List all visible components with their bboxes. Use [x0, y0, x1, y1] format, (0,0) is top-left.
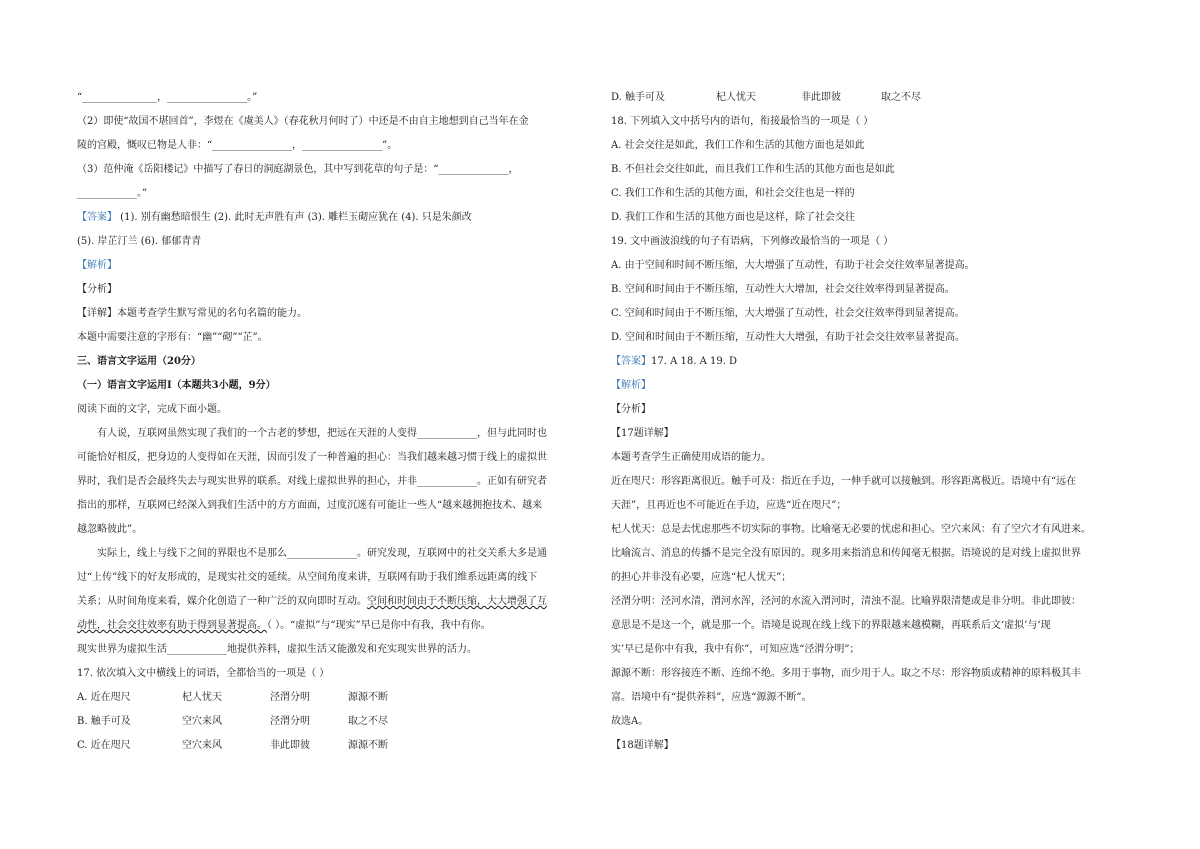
text-line: “_______________，________________。” [77, 92, 258, 103]
option-word: A. 近在咫尺 [77, 692, 131, 703]
text-line: B. 不但社会交往如此，而且我们工作和生活的其他方面也是如此 [611, 164, 895, 175]
text-line: 富。语境中有“提供养料”，应选“源源不断”。 [611, 692, 812, 703]
text-line: D. 我们工作和生活的其他方面也是这样，除了社会交往 [611, 212, 856, 223]
text-span: (1). 别有幽愁暗恨生 (2). 此时无声胜有声 (3). 雕栏玉砌应犹在 (4). 只是朱颜改 [117, 212, 472, 223]
text-line: （2）即使“故国不堪回首”，李煜在《虞美人》（春花秋月何时了）中还是不由自主地想到自己当年在金 [77, 116, 529, 127]
text-span: 关系；从时间角度来看，媒介化创造了一种广泛的双向即时互动。 [77, 596, 367, 607]
text-line: A. 社会交往是如此，我们工作和生活的其他方面也是如此 [611, 140, 865, 151]
answer-tag: 【答案】 [611, 356, 651, 367]
text-line: 意思是不是这一个，就是那一个。语境是说现在线上线下的界限越来越模糊，再联系后文‘虚拟’与‘现 [611, 620, 1051, 631]
wavy-sentence: 空间和时间由于不断压缩，大大增强了互 [367, 596, 547, 607]
choice-option [77, 686, 597, 710]
text-line: C. 我们工作和生活的其他方面，和社会交往也是一样的 [611, 188, 855, 199]
text-line: 指出的那样，互联网已经深入到我们生活中的方方面面，过度沉迷有可能让一些人“越来越拥抱技术、越来 [77, 500, 543, 511]
option-word: 泾渭分明 [270, 716, 310, 727]
text-span: （ ）。“虚拟”与“现实”早已是你中有我，我中有你。 [267, 620, 491, 631]
right-column [611, 86, 1141, 758]
text-line: ____________。” [77, 188, 148, 199]
option-word: 空穴来风 [182, 716, 222, 727]
text-line [77, 590, 597, 614]
text-line: 天涯”，且再近也不可能近在手边，应选“近在咫尺”； [611, 500, 847, 511]
choice-option [77, 710, 597, 734]
text-line: 本题考查学生正确使用成语的能力。 [611, 452, 771, 463]
option-word: 取之不尽 [348, 716, 388, 727]
text-line: 杞人忧天：总是去忧虑那些不切实际的事物。比喻毫无必要的忧虑和担心。空穴来风：有了空穴才有风进来。 [611, 524, 1091, 535]
option-word: 非此即彼 [801, 92, 841, 103]
answer-tag: 【答案】 [77, 212, 117, 223]
text-line: 【17题详解】 [611, 428, 674, 439]
option-word: 空穴来风 [182, 740, 222, 751]
text-line: 源源不断：形容接连不断、连绵不绝。多用于事物，而少用于人。取之不尽：形容物质或精神的原料极其丰 [611, 668, 1081, 679]
option-word: 非此即彼 [270, 740, 310, 751]
text-line [77, 614, 597, 638]
text-line: 现实世界为虚拟生活____________地提供养料，虚拟生活又能激发和充实现实世界的活力。 [77, 644, 477, 655]
text-line: 故选A。 [611, 716, 649, 727]
option-word: 泾渭分明 [270, 692, 310, 703]
text-line: 界时，我们是否会最终失去与现实世界的联系。对线上虚拟世界的担心，并非____________。正如有研究者 [77, 476, 547, 487]
text-line: 阅读下面的文字，完成下面小题。 [77, 404, 227, 415]
text-line: B. 空间和时间由于不断压缩，互动性大大增加，社会交往效率得到显著提高。 [611, 284, 955, 295]
option-word: D. 触手可及 [611, 92, 666, 103]
text-line: 实际上，线上与线下之间的界限也不是那么______________。研究发现，互联网中的社交关系大多是通 [97, 548, 547, 559]
text-line: (5). 岸芷汀兰 (6). 郁郁青青 [77, 236, 202, 247]
option-word: 杞人忧天 [716, 92, 756, 103]
choice-option [611, 86, 1141, 110]
text-line: D. 空间和时间由于不断压缩，互动性大大增强，有助于社会交往效率显著提高。 [611, 332, 966, 343]
text-line: 三、语言文字运用（20分） [77, 356, 201, 367]
text-line: 【18题详解】 [611, 740, 674, 751]
option-word: 杞人忧天 [182, 692, 222, 703]
text-line: 【解析】 [77, 260, 117, 271]
text-line: 17. 依次填入文中横线上的词语，全都恰当的一项是（ ） [77, 668, 330, 679]
wavy-sentence: 动性，社会交往效率有助于得到显著提高。 [77, 620, 267, 631]
option-word: B. 触手可及 [77, 716, 131, 727]
choice-option [77, 734, 597, 758]
option-word: 源源不断 [348, 692, 388, 703]
text-line: 实’早已是你中有我，我中有你”，可知应选“泾渭分明”； [611, 644, 860, 655]
text-line: 过“上传”线下的好友形成的，是现实社交的延续。从空间角度来讲，互联网有助于我们维系远距离的线下 [77, 572, 538, 583]
text-line: 【详解】本题考查学生默写常见的名句名篇的能力。 [77, 308, 307, 319]
text-line: 18. 下列填入文中括号内的语句，衔接最恰当的一项是（ ） [611, 116, 874, 127]
text-line: 【分析】 [77, 284, 117, 295]
text-line: 可能恰好相反，把身边的人变得如在天涯，因而引发了一种普遍的担心：当我们越来越习惯于线上的虚拟世 [77, 452, 547, 463]
text-line: （一）语言文字运用Ⅰ（本题共3小题，9分） [77, 380, 276, 391]
text-line: 近在咫尺：形容距离很近。触手可及：指近在手边，一伸手就可以接触到。形容距离极近。语境中有“远在 [611, 476, 1077, 487]
text-line: 19. 文中画波浪线的句子有语病，下列修改最恰当的一项是（ ） [611, 236, 894, 247]
text-line: 【解析】 [611, 380, 651, 391]
text-line: 越忽略彼此”。 [77, 524, 143, 535]
text-line [611, 350, 1141, 374]
option-word: 取之不尽 [881, 92, 921, 103]
text-line: 比喻流言、消息的传播不是完全没有原因的。现多用来指消息和传闻毫无根据。语境说的是对线上虚拟世界 [611, 548, 1081, 559]
text-line: 本题中需要注意的字形有：“幽”“砌”“芷”。 [77, 332, 268, 343]
text-line: 泾渭分明：泾河水清，渭河水浑，泾河的水流入渭河时，清浊不混。比喻界限清楚或是非分明。非此即彼： [611, 596, 1081, 607]
text-line: 【分析】 [611, 404, 651, 415]
text-line [77, 206, 597, 230]
text-line: 的担心并非没有必要，应选“杞人忧天”； [611, 572, 792, 583]
text-line: 陵的宫殿，慨叹已物是人非：“________________，________________”。 [77, 140, 398, 151]
text-span: 17. A 18. A 19. D [651, 356, 738, 367]
left-column [77, 86, 597, 758]
text-line: （3）范仲淹《岳阳楼记》中描写了春日的洞庭湖景色，其中写到花草的句子是：“______________， [77, 164, 519, 175]
option-word: C. 近在咫尺 [77, 740, 131, 751]
option-word: 源源不断 [348, 740, 388, 751]
text-line: A. 由于空间和时间不断压缩，大大增强了互动性，有助于社会交往效率显著提高。 [611, 260, 975, 271]
text-line: C. 空间和时间由于不断压缩，大大增强了互动性，社会交往效率得到显著提高。 [611, 308, 965, 319]
text-line: 有人说，互联网虽然实现了我们的一个古老的梦想，把远在天涯的人变得____________，但与此同时也 [97, 428, 547, 439]
